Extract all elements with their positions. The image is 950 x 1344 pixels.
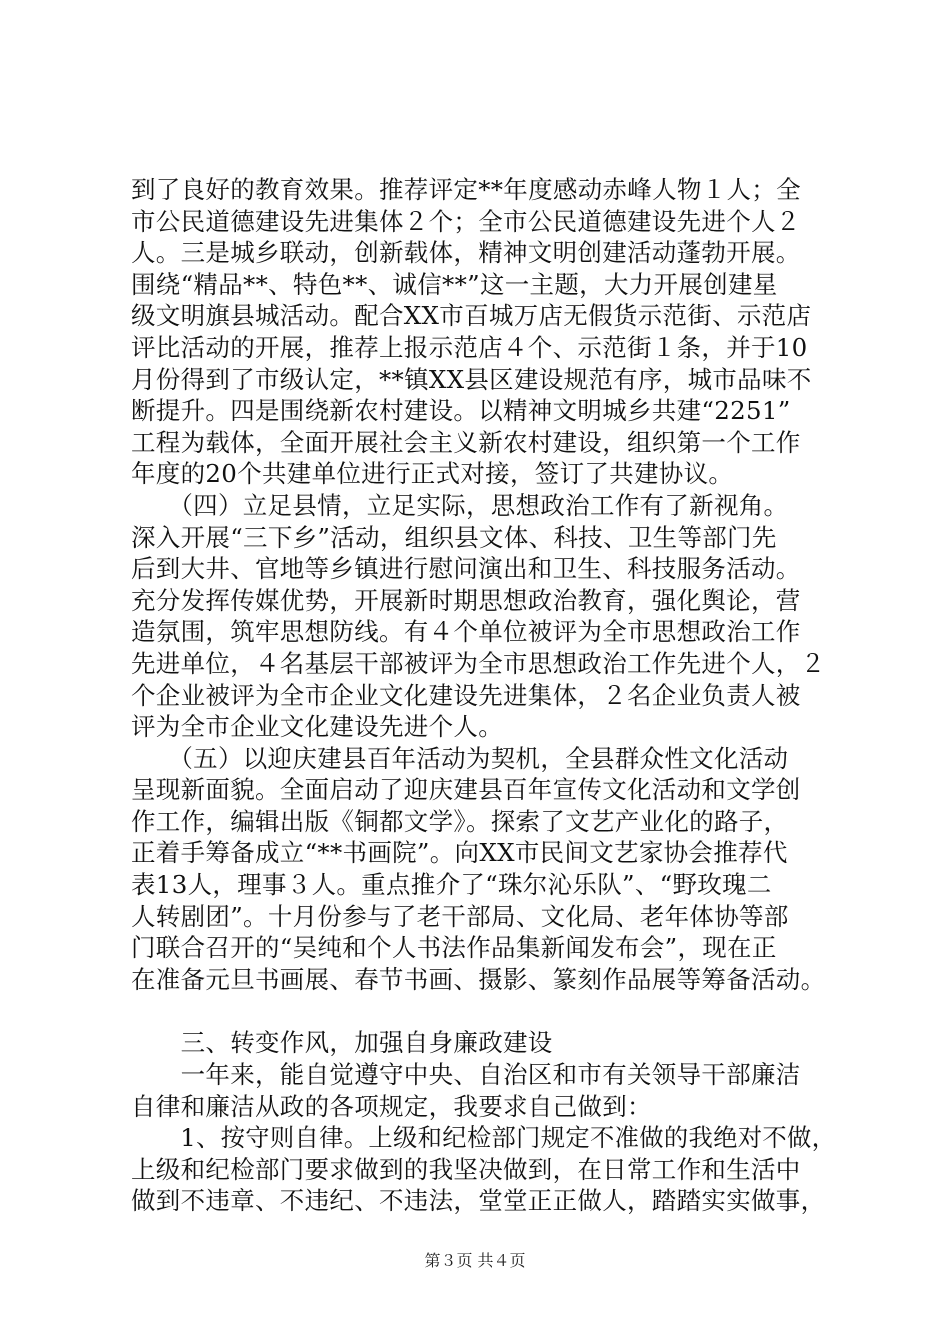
body-line: 年度的20个共建单位进行正式对接，签订了共建协议。 — [131, 459, 734, 489]
body-line: 围绕“精品**、特色**、诚信**”这一主题，大力开展创建星 — [131, 269, 778, 299]
body-line: 1、按守则自律。上级和纪检部门规定不准做的我绝对不做， — [131, 1123, 837, 1153]
body-line: 先进单位，４名基层干部被评为全市思想政治工作先进个人，２ — [131, 648, 826, 678]
body-line: 表13人，理事３人。重点推介了“珠尔沁乐队”、“野玫瑰二 — [131, 870, 772, 900]
document-body — [131, 174, 837, 1217]
body-line: （四）立足县情，立足实际，思想政治工作有了新视角。 — [131, 490, 789, 520]
body-line: 评为全市企业文化建设先进个人。 — [131, 712, 503, 742]
body-line: 市公民道德建设先进集体２个；全市公民道德建设先进个人２ — [131, 206, 801, 236]
body-line: 工程为载体，全面开展社会主义新农村建设，组织第一个工作 — [131, 427, 801, 457]
body-line: 呈现新面貌。全面启动了迎庆建县百年宣传文化活动和文学创 — [131, 775, 801, 805]
body-line: （五）以迎庆建县百年活动为契机，全县群众性文化活动 — [131, 743, 789, 773]
body-line: 深入开展“三下乡”活动，组织县文体、科技、卫生等部门先 — [131, 522, 777, 552]
paragraph-gap — [131, 995, 831, 1027]
body-line: 上级和纪检部门要求做到的我坚决做到，在日常工作和生活中 — [131, 1154, 801, 1184]
body-line: 月份得到了市级认定，**镇XX县区建设规范有序，城市品味不 — [131, 364, 812, 394]
body-line: 评比活动的开展，推荐上报示范店４个、示范街１条，并于10 — [131, 332, 808, 362]
body-line: 后到大井、官地等乡镇进行慰问演出和卫生、科技服务活动。 — [131, 554, 801, 584]
body-line: 级文明旗县城活动。配合XX市百城万店无假货示范街、示范店 — [131, 301, 812, 331]
page-number-footer: 第３页 共４页 — [424, 1251, 526, 1270]
body-line: 作工作，编辑出版《铜都文学》。探索了文艺产业化的路子， — [131, 806, 789, 836]
body-line: 人。三是城乡联动，创新载体，精神文明创建活动蓬勃开展。 — [131, 238, 801, 268]
body-line: 自律和廉洁从政的各项规定，我要求自己做到： — [131, 1091, 652, 1121]
section-heading: 三、转变作风，加强自身廉政建设 — [131, 1028, 553, 1058]
body-line: 一年来，能自觉遵守中央、自治区和市有关领导干部廉洁 — [131, 1060, 801, 1090]
body-line: 充分发挥传媒优势，开展新时期思想政治教育，强化舆论，营 — [131, 585, 801, 615]
body-line: 在准备元旦书画展、春节书画、摄影、篆刻作品展等筹备活动。 — [131, 964, 826, 994]
body-line: 做到不违章、不违纪、不违法，堂堂正正做人，踏踏实实做事， — [131, 1186, 826, 1216]
body-line: 到了良好的教育效果。推荐评定**年度感动赤峰人物１人；全 — [131, 175, 801, 204]
body-line: 正着手筹备成立“**书画院”。向XX市民间文艺家协会推荐代 — [131, 838, 788, 868]
body-line: 断提升。四是围绕新农村建设。以精神文明城乡共建“2251” — [131, 396, 791, 426]
body-line: 人转剧团”。十月份参与了老干部局、文化局、老年体协等部 — [131, 901, 789, 931]
body-line: 造氛围，筑牢思想防线。有４个单位被评为全市思想政治工作 — [131, 617, 801, 647]
body-line: 个企业被评为全市企业文化建设先进集体，２名企业负责人被 — [131, 680, 801, 710]
body-line: 门联合召开的“吴纯和个人书法作品集新闻发布会”，现在正 — [131, 933, 777, 963]
